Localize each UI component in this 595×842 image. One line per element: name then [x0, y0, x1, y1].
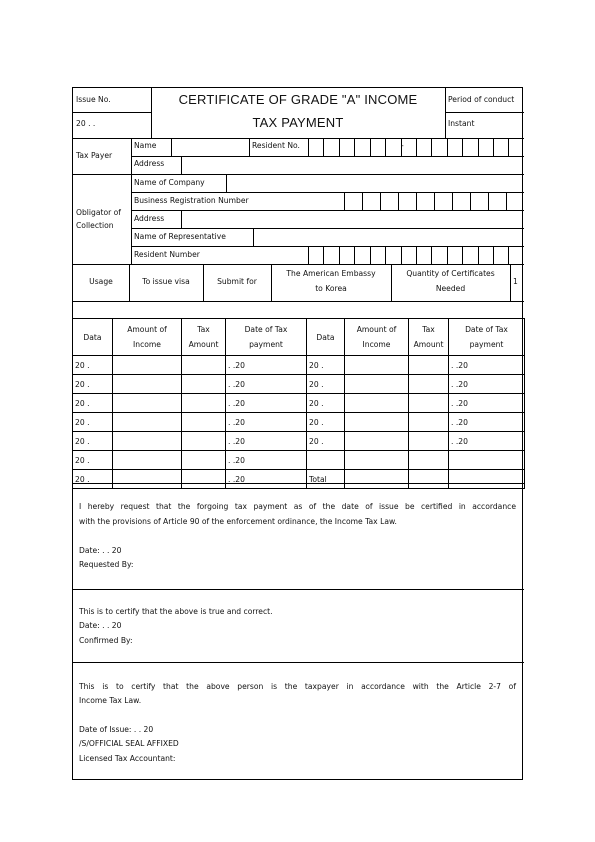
tax-cell[interactable] — [182, 470, 226, 489]
payment-date-cell[interactable]: . .20 — [226, 356, 307, 375]
page-title-line2: TAX PAYMENT — [252, 115, 344, 130]
representative-field[interactable] — [253, 228, 524, 246]
total-payment-cell[interactable] — [449, 470, 525, 489]
divider — [445, 112, 524, 113]
table-row — [73, 470, 525, 489]
col-date: Data — [307, 319, 345, 356]
tax-cell[interactable] — [409, 432, 449, 451]
resident-number-boxes[interactable] — [308, 246, 524, 264]
payment-date-cell[interactable]: . .20 — [449, 394, 525, 413]
tax-cell[interactable] — [182, 413, 226, 432]
amount-cell[interactable] — [345, 451, 409, 470]
usage-label: Usage — [89, 277, 113, 286]
certify-text: This is to certify that the above is true and correct. — [79, 607, 273, 616]
submit-to-line1: The American Embassy — [286, 269, 376, 278]
amount-cell[interactable] — [345, 432, 409, 451]
period-label: Period of conduct — [448, 95, 515, 104]
tax-cell[interactable] — [409, 451, 449, 470]
date-cell[interactable]: 20 . — [307, 432, 345, 451]
payment-table — [72, 318, 525, 489]
date-cell[interactable]: 20 . — [73, 413, 113, 432]
col-payment: Date of Tax payment — [449, 319, 525, 356]
payment-date-cell[interactable]: . .20 — [449, 413, 525, 432]
request-date[interactable]: Date: . . 20 — [79, 546, 122, 555]
divider — [73, 264, 524, 265]
divider — [73, 589, 524, 590]
official-seal: /S/OFFICIAL SEAL AFFIXED — [79, 739, 179, 748]
date-cell[interactable]: 20 . — [73, 451, 113, 470]
payment-date-cell[interactable] — [449, 451, 525, 470]
payment-date-cell[interactable]: . .20 — [226, 432, 307, 451]
issue-date-field[interactable]: 20 . . — [76, 119, 96, 128]
resident-no-label: Resident No. — [252, 141, 300, 150]
date-cell[interactable]: 20 . — [307, 413, 345, 432]
request-text-line1: I hereby request that the forgoing tax payment as of the date of issue be certified in accordance — [79, 502, 516, 511]
representative-label: Name of Representative — [134, 232, 226, 241]
date-cell[interactable]: 20 . — [307, 394, 345, 413]
tax-cell[interactable] — [409, 375, 449, 394]
col-amount: Amount of Income — [113, 319, 182, 356]
date-cell[interactable]: 20 . — [307, 375, 345, 394]
col-payment: Date of Tax payment — [226, 319, 307, 356]
quantity-label-line1: Quantity of Certificates — [406, 269, 495, 278]
date-cell[interactable]: 20 . — [307, 356, 345, 375]
obligator-label-line2: Collection — [76, 221, 114, 230]
taxpayer-section-label: Tax Payer — [76, 151, 113, 160]
divider — [73, 112, 151, 113]
divider — [73, 301, 524, 302]
obligator-label-line1: Obligator of — [76, 208, 121, 217]
amount-cell[interactable] — [113, 413, 182, 432]
date-cell[interactable] — [307, 451, 345, 470]
col-tax: Tax Amount — [409, 319, 449, 356]
amount-cell[interactable] — [345, 394, 409, 413]
business-reg-label: Business Registration Number — [134, 196, 249, 205]
tax-cell[interactable] — [409, 413, 449, 432]
instant-label: Instant — [448, 119, 475, 128]
resident-no-dash: - — [401, 141, 404, 150]
submit-for-label: Submit for — [217, 277, 257, 286]
tax-cell[interactable] — [182, 375, 226, 394]
divider — [73, 483, 524, 484]
amount-cell[interactable] — [113, 375, 182, 394]
obligator-address-label: Address — [134, 214, 165, 223]
table-row — [73, 356, 525, 375]
resident-no-boxes[interactable] — [308, 138, 524, 156]
total-tax-cell[interactable] — [409, 470, 449, 489]
date-cell[interactable]: 20 . — [73, 375, 113, 394]
business-reg-boxes[interactable] — [344, 192, 524, 210]
table-row — [73, 451, 525, 470]
divider — [73, 662, 524, 663]
total-label-cell: Total — [307, 470, 345, 489]
amount-cell[interactable] — [345, 375, 409, 394]
date-cell[interactable]: 20 . — [73, 470, 113, 489]
divider — [445, 88, 446, 138]
company-name-field[interactable] — [226, 174, 524, 192]
payment-date-cell[interactable]: . .20 — [449, 375, 525, 394]
table-row — [73, 375, 525, 394]
request-text-line2: with the provisions of Article 90 of the enforcement ordinance, the Income Tax Law. — [79, 517, 397, 526]
divider — [249, 138, 250, 156]
accountant-text-line1: This is to certify that the above person is the taxpayer in accordance with the Article 2-7 of — [79, 682, 516, 691]
payment-date-cell[interactable]: . .20 — [226, 451, 307, 470]
issue-no-label: Issue No. — [76, 95, 111, 104]
payment-date-cell[interactable]: . .20 — [449, 432, 525, 451]
quantity-value[interactable]: 1 — [513, 277, 518, 286]
tax-cell[interactable] — [182, 451, 226, 470]
issue-date-line[interactable]: Date of Issue: . . 20 — [79, 725, 154, 734]
amount-cell[interactable] — [113, 432, 182, 451]
table-row — [73, 432, 525, 451]
taxpayer-address-label: Address — [134, 159, 165, 168]
resident-number-label: Resident Number — [134, 250, 200, 259]
payment-date-cell[interactable]: . .20 — [226, 394, 307, 413]
payment-date-cell[interactable]: . .20 — [449, 356, 525, 375]
company-name-label: Name of Company — [134, 178, 205, 187]
tax-cell[interactable] — [409, 394, 449, 413]
col-tax: Tax Amount — [182, 319, 226, 356]
obligator-address-field[interactable] — [181, 210, 524, 228]
certificate-form — [72, 87, 523, 780]
accountant-text-line2: Income Tax Law. — [79, 696, 142, 705]
amount-cell[interactable] — [113, 451, 182, 470]
name-label: Name — [134, 141, 157, 150]
amount-cell[interactable] — [345, 413, 409, 432]
amount-cell[interactable] — [113, 356, 182, 375]
amount-cell[interactable] — [113, 394, 182, 413]
page-title: CERTIFICATE OF GRADE "A" INCOME — [178, 92, 418, 107]
col-amount: Amount of Income — [345, 319, 409, 356]
requested-by[interactable]: Requested By: — [79, 560, 134, 569]
tax-cell[interactable] — [182, 356, 226, 375]
certify-date[interactable]: Date: . . 20 — [79, 621, 122, 630]
date-cell[interactable]: 20 . — [73, 356, 113, 375]
amount-cell[interactable] — [113, 470, 182, 489]
tax-cell[interactable] — [182, 432, 226, 451]
usage-purpose: To issue visa — [142, 277, 190, 286]
total-amount-cell[interactable] — [345, 470, 409, 489]
tax-cell[interactable] — [409, 356, 449, 375]
submit-to-line2: to Korea — [315, 284, 347, 293]
date-cell[interactable]: 20 . — [73, 432, 113, 451]
licensed-tax-accountant[interactable]: Licensed Tax Accountant: — [79, 754, 176, 763]
payment-date-cell[interactable]: . .20 — [226, 375, 307, 394]
tax-cell[interactable] — [182, 394, 226, 413]
quantity-label-line2: Needed — [435, 284, 466, 293]
date-cell[interactable]: 20 . — [73, 394, 113, 413]
payment-date-cell[interactable]: . .20 — [226, 470, 307, 489]
payment-date-cell[interactable]: . .20 — [226, 413, 307, 432]
taxpayer-address-field[interactable] — [181, 156, 524, 174]
table-row — [73, 413, 525, 432]
divider — [510, 264, 511, 301]
col-date: Data — [73, 319, 113, 356]
table-header-row — [73, 319, 525, 356]
confirmed-by[interactable]: Confirmed By: — [79, 636, 133, 645]
amount-cell[interactable] — [345, 356, 409, 375]
table-row — [73, 394, 525, 413]
taxpayer-name-field[interactable] — [171, 138, 249, 156]
